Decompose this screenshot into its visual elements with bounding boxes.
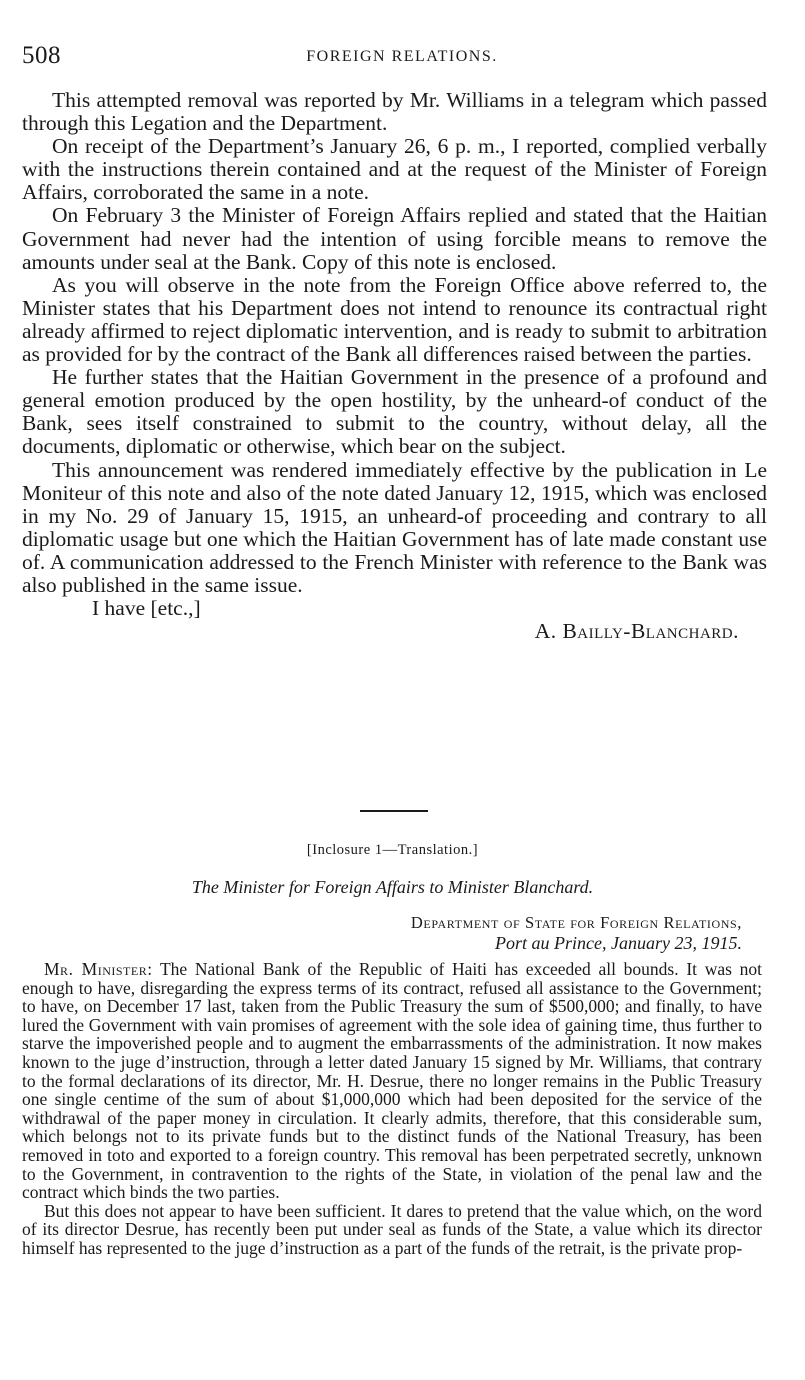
addressee: Mr. Minister: [44,959,153,979]
enclosure-title: The Minister for Foreign Affairs to Minister Blanchard. [191,877,594,897]
closing-block [22,597,767,643]
body-paragraph: He further states that the Haitian Government in the presence of a profound and general emotion produced by the open hostility, by the unheard-of conduct of the Bank, sees itself constrained to submit to the country, without delay, all the documents, diplomatic or otherwise, which bear on the subject. [22,365,767,459]
body-paragraph: This attempted removal was reported by Mr. Williams in a telegram which passed through this Legation and the Department. [22,88,767,136]
dispatch-body [22,89,767,643]
dateline [411,913,742,953]
closing-salutation: I have [etc.,] [92,596,201,621]
page-header [22,42,782,74]
section-divider [360,810,428,812]
enclosure-letter [22,960,762,1258]
body-paragraph: This announcement was rendered immediately effective by the publication in Le Moniteur of this note and also of the note dated January 12, 1915, which was enclosed in my No. 29 of January 15, 1915, an unheard-of proceeding and contrary to all diplomatic usage but one which the Haitian Government has of late made constant use of. A communication addressed to the French Minister with reference to the Bank was also published in the same issue. [22,457,767,597]
page-number: 508 [22,42,61,69]
department-name: Department of State for Foreign Relations, [410,913,742,932]
signature: A. Bailly-Blanchard. [534,619,739,644]
body-paragraph: On receipt of the Department’s January 26, 6 p. m., I reported, complied verbally with the instructions therein contained and at the request of the Minister of Foreign Affairs, corroborated the same in a note. [22,134,767,205]
body-paragraph: On February 3 the Minister of Foreign Affairs replied and stated that the Haitian Government had never had the intention of using forcible means to remove the amounts under seal at the Bank. Copy of this note is enclosed. [22,203,767,274]
body-paragraph: As you will observe in the note from the Foreign Office above referred to, the Minister states that his Department does not intend to renounce its contractual right already affirmed to reject diplomatic intervention, and is ready to submit to arbitration as provided for by the contract of the Bank all differences raised between the parties. [22,272,767,367]
letter-paragraph: But this does not appear to have been sufficient. It dares to pretend that the value which, on the word of its director Desrue, has recently been put under seal as funds of the State, a value which its director himself has represented to the juge d’instruction as a part of the funds of the retrait, is the private prop- [22,1200,762,1258]
place-date: Port au Prince, January 23, 1915. [495,933,742,953]
running-head: FOREIGN RELATIONS. [306,48,498,65]
letter-paragraph-text: The National Bank of the Republic of Haiti has exceeded all bounds. It was not enough to have, disregarding the express terms of its contract, refused all assistance to the Government; to have, on December 17 last, taken from the Public Treasury the sum of $500,000; and finally, to have lured the Government with vain promises of agreement with the sole idea of gaining time, thus further to starve the impoverished people and to augment the embarrassments of the administration. It now makes known to the juge d’instruction, through a letter dated January 15 signed by Mr. Williams, that contrary to the formal declarations of its director, Mr. H. Desrue, there no longer remains in the Public Treasury one single centime of the sum of about $1,000,000 which had been deposited for the service of the withdrawal of the paper money in circulation. It clearly admits, therefore, that this considerable sum, which belongs not to its private funds but to the distinct funds of the National Treasury, has been removed in toto and exported to a foreign country. This removal has been perpetrated secretly, unknown to the Government, in contravention to the rights of the State, in violation of the penal law and the contract which binds the two parties. [22,959,762,1203]
letter-paragraph [22,960,762,1202]
enclosure-label: [Inclosure 1—Translation.] [306,842,479,858]
